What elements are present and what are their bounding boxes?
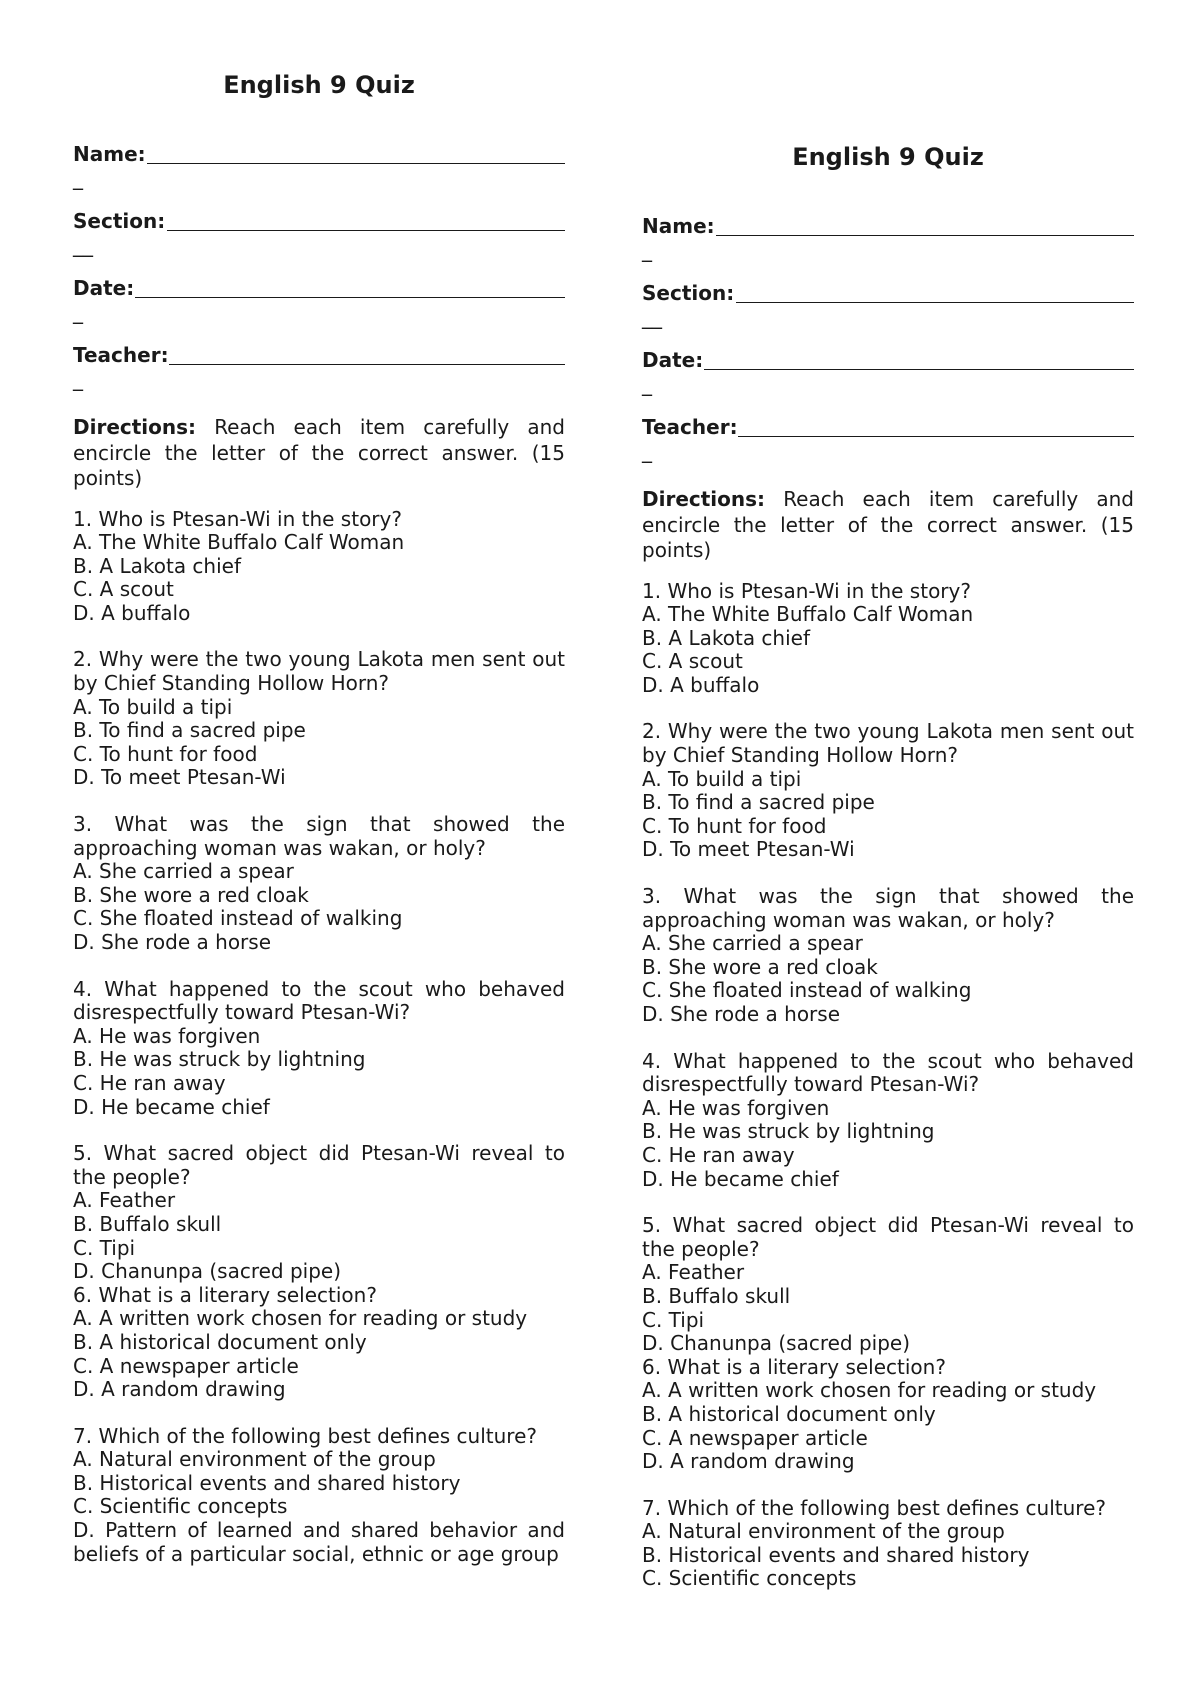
question-stem: 1. Who is Ptesan-Wi in the story?: [73, 506, 402, 531]
directions-text: Reach each item carefully and encircle the letter of the correct answer. (15 points): [642, 487, 1134, 562]
date-label: Date:: [73, 276, 135, 300]
name-line[interactable]: [147, 163, 565, 164]
teacher-trail: _: [73, 367, 83, 391]
option-b[interactable]: B. Buffalo skull: [642, 1283, 791, 1308]
option-c[interactable]: C. Scientific concepts: [73, 1494, 288, 1519]
option-c[interactable]: C. A scout: [642, 649, 743, 674]
section-field[interactable]: [642, 279, 1134, 307]
question-stem: 6. What is a literary selection?: [642, 1354, 946, 1379]
option-c[interactable]: C. A newspaper article: [73, 1353, 299, 1378]
question-stem: 3. What was the sign that showed the approaching woman was wakan, or holy?: [73, 812, 565, 860]
option-d[interactable]: D. To meet Ptesan-Wi: [73, 765, 286, 790]
teacher-trail: _: [642, 439, 652, 463]
section-label: Section:: [642, 281, 735, 305]
option-b[interactable]: B. He was struck by lightning: [73, 1047, 366, 1072]
option-b[interactable]: B. A Lakota chief: [73, 553, 242, 578]
option-c[interactable]: C. She floated instead of walking: [642, 978, 972, 1003]
teacher-field[interactable]: [642, 413, 1134, 441]
option-b[interactable]: B. She wore a red cloak: [73, 882, 309, 907]
name-trail: _: [642, 238, 652, 262]
section-line[interactable]: [736, 302, 1134, 303]
directions-label: Directions:: [642, 487, 766, 511]
option-a[interactable]: A. The White Buffalo Calf Woman: [73, 530, 405, 555]
name-label: Name:: [642, 214, 715, 238]
quiz-column-left: [73, 70, 565, 1589]
question-4: [642, 1050, 1134, 1192]
date-line[interactable]: [135, 297, 565, 298]
question-7: [73, 1425, 565, 1567]
question-stem: 7. Which of the following best defines culture?: [73, 1423, 537, 1448]
option-d[interactable]: D. He became chief: [73, 1094, 270, 1119]
name-line[interactable]: [716, 235, 1134, 236]
question-6: [642, 1356, 1134, 1474]
question-3: [642, 885, 1134, 1027]
date-line[interactable]: [704, 369, 1134, 370]
option-d[interactable]: D. She rode a horse: [642, 1002, 840, 1026]
option-d[interactable]: D. Pattern of learned and shared behavior and beliefs of a particular social, ethnic or age group: [73, 1518, 565, 1566]
question-2: [73, 648, 565, 790]
option-b[interactable]: B. She wore a red cloak: [642, 954, 878, 979]
question-7: [642, 1497, 1134, 1591]
option-d[interactable]: D. A random drawing: [642, 1449, 855, 1474]
option-c[interactable]: C. Tipi: [642, 1307, 705, 1332]
date-trail: _: [73, 300, 83, 324]
option-c[interactable]: C. A newspaper article: [642, 1425, 868, 1450]
question-4: [73, 978, 565, 1120]
question-stem: 5. What sacred object did Ptesan-Wi reveal to the people?: [642, 1213, 1134, 1261]
option-d[interactable]: D. Chanunpa (sacred pipe): [73, 1259, 342, 1284]
option-c[interactable]: C. To hunt for food: [73, 741, 258, 766]
option-a[interactable]: A. Feather: [73, 1188, 176, 1213]
option-b[interactable]: B. A Lakota chief: [642, 625, 811, 650]
question-2: [642, 720, 1134, 862]
quiz-title: English 9 Quiz: [792, 143, 984, 171]
option-b[interactable]: B. To find a sacred pipe: [73, 718, 306, 743]
question-stem: 5. What sacred object did Ptesan-Wi reveal to the people?: [73, 1141, 565, 1189]
question-1: [642, 580, 1134, 698]
option-d[interactable]: D. He became chief: [642, 1166, 839, 1191]
teacher-line[interactable]: [169, 364, 565, 365]
question-6: [73, 1284, 565, 1402]
date-trail: _: [642, 372, 652, 396]
section-trail: __: [642, 305, 662, 329]
option-a[interactable]: A. He was forgiven: [642, 1095, 830, 1120]
option-d[interactable]: D. To meet Ptesan-Wi: [642, 837, 855, 862]
option-a[interactable]: A. He was forgiven: [73, 1023, 261, 1048]
option-c[interactable]: C. He ran away: [73, 1070, 226, 1095]
quiz-title: English 9 Quiz: [223, 71, 415, 99]
section-line[interactable]: [167, 230, 565, 231]
teacher-label: Teacher:: [642, 415, 738, 439]
option-a[interactable]: A. She carried a spear: [73, 859, 294, 884]
option-b[interactable]: B. Historical events and shared history: [642, 1542, 1030, 1567]
date-label: Date:: [642, 348, 704, 372]
directions-label: Directions:: [73, 415, 197, 439]
option-b[interactable]: B. A historical document only: [642, 1401, 936, 1426]
section-trail: __: [73, 233, 93, 257]
option-c[interactable]: C. He ran away: [642, 1142, 795, 1167]
question-stem: 1. Who is Ptesan-Wi in the story?: [642, 578, 971, 603]
section-field[interactable]: [73, 207, 565, 235]
name-label: Name:: [73, 142, 146, 166]
option-a[interactable]: A. A written work chosen for reading or study: [73, 1306, 528, 1331]
teacher-field[interactable]: [73, 341, 565, 369]
question-stem: 6. What is a literary selection?: [73, 1282, 377, 1307]
name-trail: _: [73, 166, 83, 190]
option-a[interactable]: A. Natural environment of the group: [642, 1519, 1005, 1544]
teacher-label: Teacher:: [73, 343, 169, 367]
question-stem: 7. Which of the following best defines culture?: [642, 1495, 1106, 1520]
question-5: [73, 1142, 565, 1284]
question-5: [642, 1214, 1134, 1356]
question-stem: 3. What was the sign that showed the approaching woman was wakan, or holy?: [642, 884, 1134, 932]
option-a[interactable]: A. She carried a spear: [642, 931, 863, 956]
option-d[interactable]: D. A buffalo: [73, 600, 191, 625]
option-b[interactable]: B. To find a sacred pipe: [642, 790, 875, 815]
option-a[interactable]: A. A written work chosen for reading or study: [642, 1378, 1097, 1403]
option-b[interactable]: B. Historical events and shared history: [73, 1470, 461, 1495]
question-1: [73, 508, 565, 626]
option-c[interactable]: C. To hunt for food: [642, 813, 827, 838]
name-field[interactable]: [73, 140, 565, 168]
question-stem: 4. What happened to the scout who behaved disrespectfully toward Ptesan-Wi?: [642, 1048, 1134, 1097]
date-field[interactable]: [73, 274, 565, 302]
question-stem: 2. Why were the two young Lakota men sent out by Chief Standing Hollow Horn?: [642, 719, 1134, 768]
option-d[interactable]: D. She rode a horse: [73, 930, 271, 954]
option-d[interactable]: D. A buffalo: [642, 672, 760, 697]
question-stem: 2. Why were the two young Lakota men sent out by Chief Standing Hollow Horn?: [73, 647, 565, 696]
option-a[interactable]: A. Feather: [642, 1260, 745, 1285]
option-b[interactable]: B. He was struck by lightning: [642, 1119, 935, 1144]
option-c[interactable]: C. Scientific concepts: [642, 1566, 857, 1591]
question-3: [73, 813, 565, 955]
section-label: Section:: [73, 209, 166, 233]
option-b[interactable]: B. A historical document only: [73, 1329, 367, 1354]
option-a[interactable]: A. Natural environment of the group: [73, 1447, 436, 1472]
option-a[interactable]: A. To build a tipi: [73, 694, 233, 719]
name-field[interactable]: [642, 212, 1134, 240]
option-c[interactable]: C. She floated instead of walking: [73, 906, 403, 931]
option-b[interactable]: B. Buffalo skull: [73, 1211, 222, 1236]
directions: [642, 487, 1134, 564]
option-c[interactable]: C. Tipi: [73, 1235, 136, 1260]
teacher-line[interactable]: [738, 436, 1134, 437]
option-a[interactable]: A. The White Buffalo Calf Woman: [642, 602, 974, 627]
directions: [73, 415, 565, 492]
date-field[interactable]: [642, 346, 1134, 374]
question-stem: 4. What happened to the scout who behaved disrespectfully toward Ptesan-Wi?: [73, 976, 565, 1025]
option-a[interactable]: A. To build a tipi: [642, 766, 802, 791]
option-d[interactable]: D. A random drawing: [73, 1377, 286, 1402]
quiz-column-right: [642, 142, 1134, 1614]
option-d[interactable]: D. Chanunpa (sacred pipe): [642, 1331, 911, 1356]
option-c[interactable]: C. A scout: [73, 577, 174, 602]
directions-text: Reach each item carefully and encircle the letter of the correct answer. (15 points): [73, 415, 565, 490]
